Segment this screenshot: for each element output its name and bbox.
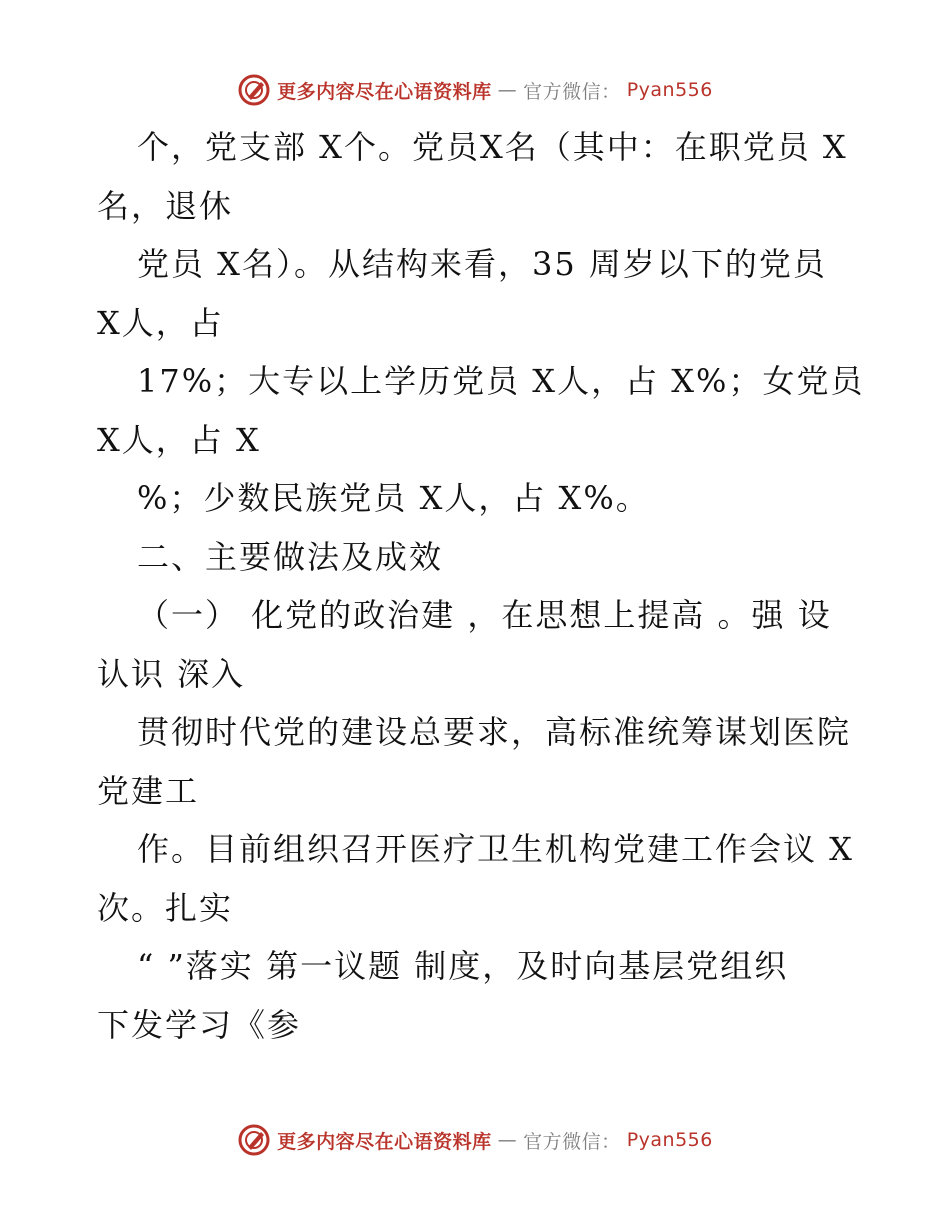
paragraph-line: 贯彻时代党的建设总要求，高标准统筹谋划医院 [137,713,852,751]
document-body [97,118,867,1054]
paragraph-line: X人，占 X [97,420,261,459]
watermark-separator: — [497,79,518,101]
subsection-heading: （一） 化党的政治建 ，在思想上提高 。强 设 [137,596,832,634]
paragraph-line: 个，党支部 X个。党员X名（其中：在职党员 X [137,128,848,166]
pen-seal-icon [237,73,271,107]
paragraph-line: 次。扎实 [97,888,234,927]
watermark-separator: — [497,1129,518,1151]
paragraph-line: “ ”落实 第一议题 制度，及时向基层党组织 [137,947,789,985]
paragraph-line: 党员 X名）。从结构来看，35 周岁以下的党员 [137,245,827,283]
watermark-wechat-id: Pyan556 [626,1129,713,1151]
paragraph-line: 名，退休 [97,186,234,225]
paragraph-line: 党建工 [97,771,200,810]
paragraph-line: 认识 深入 [97,654,246,693]
footer-watermark [0,1120,950,1160]
watermark-main-text: 更多内容尽在心语资料库 [277,1130,492,1153]
watermark-wechat-label: 官方微信： [523,80,621,103]
paragraph-line: 作。目前组织召开医疗卫生机构党建工作会议 X [137,830,854,868]
paragraph-line: 17%；大专以上学历党员 X人，占 X%；女党员 [137,362,865,400]
pen-seal-icon [237,1123,271,1157]
watermark-wechat-id: Pyan556 [626,79,713,101]
paragraph-line: X人，占 [97,303,224,342]
paragraph-line: %；少数民族党员 X人，占 X%。 [137,479,650,517]
header-watermark [0,70,950,110]
section-heading: 二、主要做法及成效 [137,537,444,576]
watermark-wechat-label: 官方微信： [523,1130,621,1153]
paragraph-line: 下发学习《参 [97,1005,302,1044]
watermark-main-text: 更多内容尽在心语资料库 [277,80,492,103]
